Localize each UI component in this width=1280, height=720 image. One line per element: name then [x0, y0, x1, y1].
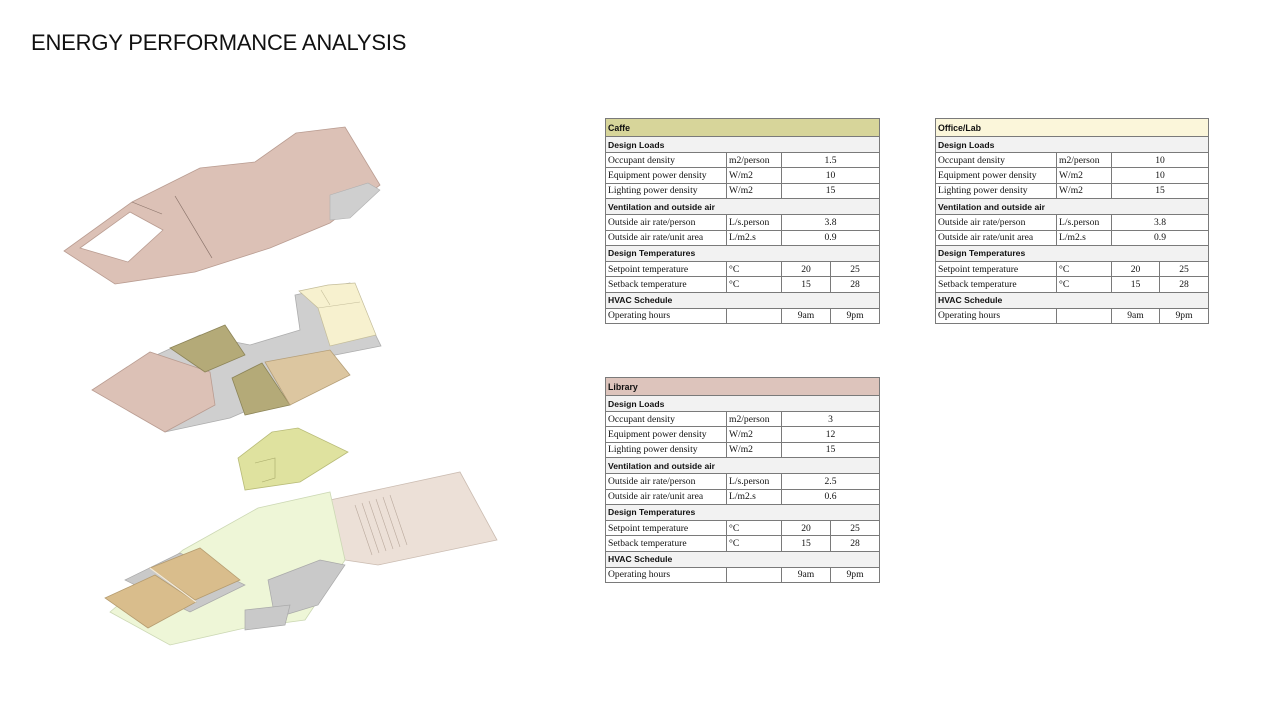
- row-label: Operating hours: [606, 567, 727, 582]
- table-row: [936, 308, 1209, 323]
- row-unit: °C: [727, 520, 782, 535]
- table-row: [606, 520, 880, 535]
- row-value-start: 9am: [782, 567, 831, 582]
- section-heading: Design Loads: [936, 137, 1209, 153]
- table-row: [936, 153, 1209, 168]
- exploded-floor-plan-diagram: [0, 0, 560, 720]
- mezzanine-plate: [238, 428, 348, 490]
- section-heading: HVAC Schedule: [936, 292, 1209, 308]
- row-label: Occupant density: [606, 153, 727, 168]
- mezzanine-slab: [238, 428, 348, 490]
- row-value: 10: [782, 168, 880, 183]
- table-row: [936, 168, 1209, 183]
- row-value: 15: [782, 442, 880, 457]
- row-label: Occupant density: [606, 412, 727, 427]
- row-unit-empty: [727, 567, 782, 582]
- table-title: Library: [606, 378, 880, 396]
- row-unit: °C: [1057, 277, 1112, 292]
- row-value-high: 28: [831, 277, 880, 292]
- row-unit: °C: [727, 536, 782, 551]
- row-label: Operating hours: [606, 308, 727, 323]
- table-row: [936, 261, 1209, 276]
- row-unit: m2/person: [727, 153, 782, 168]
- row-value: 2.5: [782, 474, 880, 489]
- section-heading: Ventilation and outside air: [606, 199, 880, 215]
- table-title: Caffe: [606, 119, 880, 137]
- table-title: Office/Lab: [936, 119, 1209, 137]
- section-heading: Design Temperatures: [606, 245, 880, 261]
- row-value: 3.8: [1112, 215, 1209, 230]
- row-value-start: 9am: [782, 308, 831, 323]
- row-label: Outside air rate/unit area: [936, 230, 1057, 245]
- row-value-low: 20: [782, 261, 831, 276]
- row-unit: W/m2: [1057, 168, 1112, 183]
- row-label: Outside air rate/unit area: [606, 489, 727, 504]
- row-value: 0.9: [1112, 230, 1209, 245]
- row-unit: W/m2: [1057, 183, 1112, 198]
- row-value: 10: [1112, 168, 1209, 183]
- row-unit-empty: [727, 308, 782, 323]
- row-value-start: 9am: [1112, 308, 1160, 323]
- row-label: Setback temperature: [606, 277, 727, 292]
- row-label: Setpoint temperature: [606, 261, 727, 276]
- ground-floor-plate: [105, 472, 497, 645]
- row-value: 15: [782, 183, 880, 198]
- row-unit: m2/person: [1057, 153, 1112, 168]
- row-unit: m2/person: [727, 412, 782, 427]
- row-unit: W/m2: [727, 427, 782, 442]
- section-heading: HVAC Schedule: [606, 292, 880, 308]
- row-value: 3: [782, 412, 880, 427]
- row-value-end: 9pm: [831, 567, 880, 582]
- row-value: 0.9: [782, 230, 880, 245]
- middle-floor-plate: [92, 283, 381, 432]
- section-heading: HVAC Schedule: [606, 551, 880, 567]
- table-row: [606, 261, 880, 276]
- row-value-low: 20: [1112, 261, 1160, 276]
- section-heading: Design Temperatures: [606, 504, 880, 520]
- section-heading: Ventilation and outside air: [936, 199, 1209, 215]
- row-unit: W/m2: [727, 183, 782, 198]
- library-energy-table: [605, 377, 880, 583]
- row-unit: L/s.person: [1057, 215, 1112, 230]
- table-row: [606, 215, 880, 230]
- table-row: [606, 230, 880, 245]
- row-label: Setpoint temperature: [606, 520, 727, 535]
- row-label: Equipment power density: [936, 168, 1057, 183]
- row-unit-empty: [1057, 308, 1112, 323]
- row-label: Setpoint temperature: [936, 261, 1057, 276]
- table-row: [936, 277, 1209, 292]
- row-unit: L/s.person: [727, 474, 782, 489]
- row-unit: L/m2.s: [727, 230, 782, 245]
- row-label: Occupant density: [936, 153, 1057, 168]
- row-label: Equipment power density: [606, 168, 727, 183]
- row-unit: W/m2: [727, 168, 782, 183]
- row-label: Setback temperature: [936, 277, 1057, 292]
- page-title: ENERGY PERFORMANCE ANALYSIS: [31, 30, 407, 55]
- row-value-low: 20: [782, 520, 831, 535]
- row-value: 15: [1112, 183, 1209, 198]
- row-label: Operating hours: [936, 308, 1057, 323]
- row-value-end: 9pm: [831, 308, 880, 323]
- row-value-high: 25: [831, 520, 880, 535]
- row-label: Lighting power density: [606, 183, 727, 198]
- table-row: [606, 427, 880, 442]
- row-label: Outside air rate/unit area: [606, 230, 727, 245]
- row-value-low: 15: [782, 536, 831, 551]
- ground-floor-auditorium: [330, 472, 497, 565]
- row-value-high: 28: [1160, 277, 1209, 292]
- table-row: [606, 153, 880, 168]
- upper-floor-plate: [64, 127, 380, 284]
- row-label: Outside air rate/person: [936, 215, 1057, 230]
- row-value: 10: [1112, 153, 1209, 168]
- row-value-high: 25: [1160, 261, 1209, 276]
- row-unit: °C: [727, 261, 782, 276]
- row-label: Outside air rate/person: [606, 474, 727, 489]
- row-value: 0.6: [782, 489, 880, 504]
- row-unit: L/m2.s: [727, 489, 782, 504]
- row-label: Outside air rate/person: [606, 215, 727, 230]
- row-value: 3.8: [782, 215, 880, 230]
- row-label: Equipment power density: [606, 427, 727, 442]
- row-label: Setback temperature: [606, 536, 727, 551]
- table-row: [606, 277, 880, 292]
- table-row: [606, 183, 880, 198]
- row-unit: L/m2.s: [1057, 230, 1112, 245]
- row-unit: W/m2: [727, 442, 782, 457]
- table-row: [606, 442, 880, 457]
- section-heading: Design Loads: [606, 137, 880, 153]
- table-row: [606, 474, 880, 489]
- table-row: [606, 308, 880, 323]
- row-value: 1.5: [782, 153, 880, 168]
- row-value-low: 15: [782, 277, 831, 292]
- table-row: [606, 489, 880, 504]
- section-heading: Design Temperatures: [936, 245, 1209, 261]
- table-row: [606, 412, 880, 427]
- row-unit: °C: [727, 277, 782, 292]
- row-value-end: 9pm: [1160, 308, 1209, 323]
- table-row: [936, 215, 1209, 230]
- row-value-high: 28: [831, 536, 880, 551]
- row-unit: °C: [1057, 261, 1112, 276]
- office-lab-energy-table: [935, 118, 1209, 324]
- row-value-low: 15: [1112, 277, 1160, 292]
- table-row: [606, 536, 880, 551]
- table-row: [606, 567, 880, 582]
- row-label: Lighting power density: [606, 442, 727, 457]
- table-row: [936, 230, 1209, 245]
- row-unit: L/s.person: [727, 215, 782, 230]
- row-value: 12: [782, 427, 880, 442]
- section-heading: Ventilation and outside air: [606, 458, 880, 474]
- row-label: Lighting power density: [936, 183, 1057, 198]
- table-row: [936, 183, 1209, 198]
- section-heading: Design Loads: [606, 396, 880, 412]
- row-value-high: 25: [831, 261, 880, 276]
- caffe-energy-table: [605, 118, 880, 324]
- table-row: [606, 168, 880, 183]
